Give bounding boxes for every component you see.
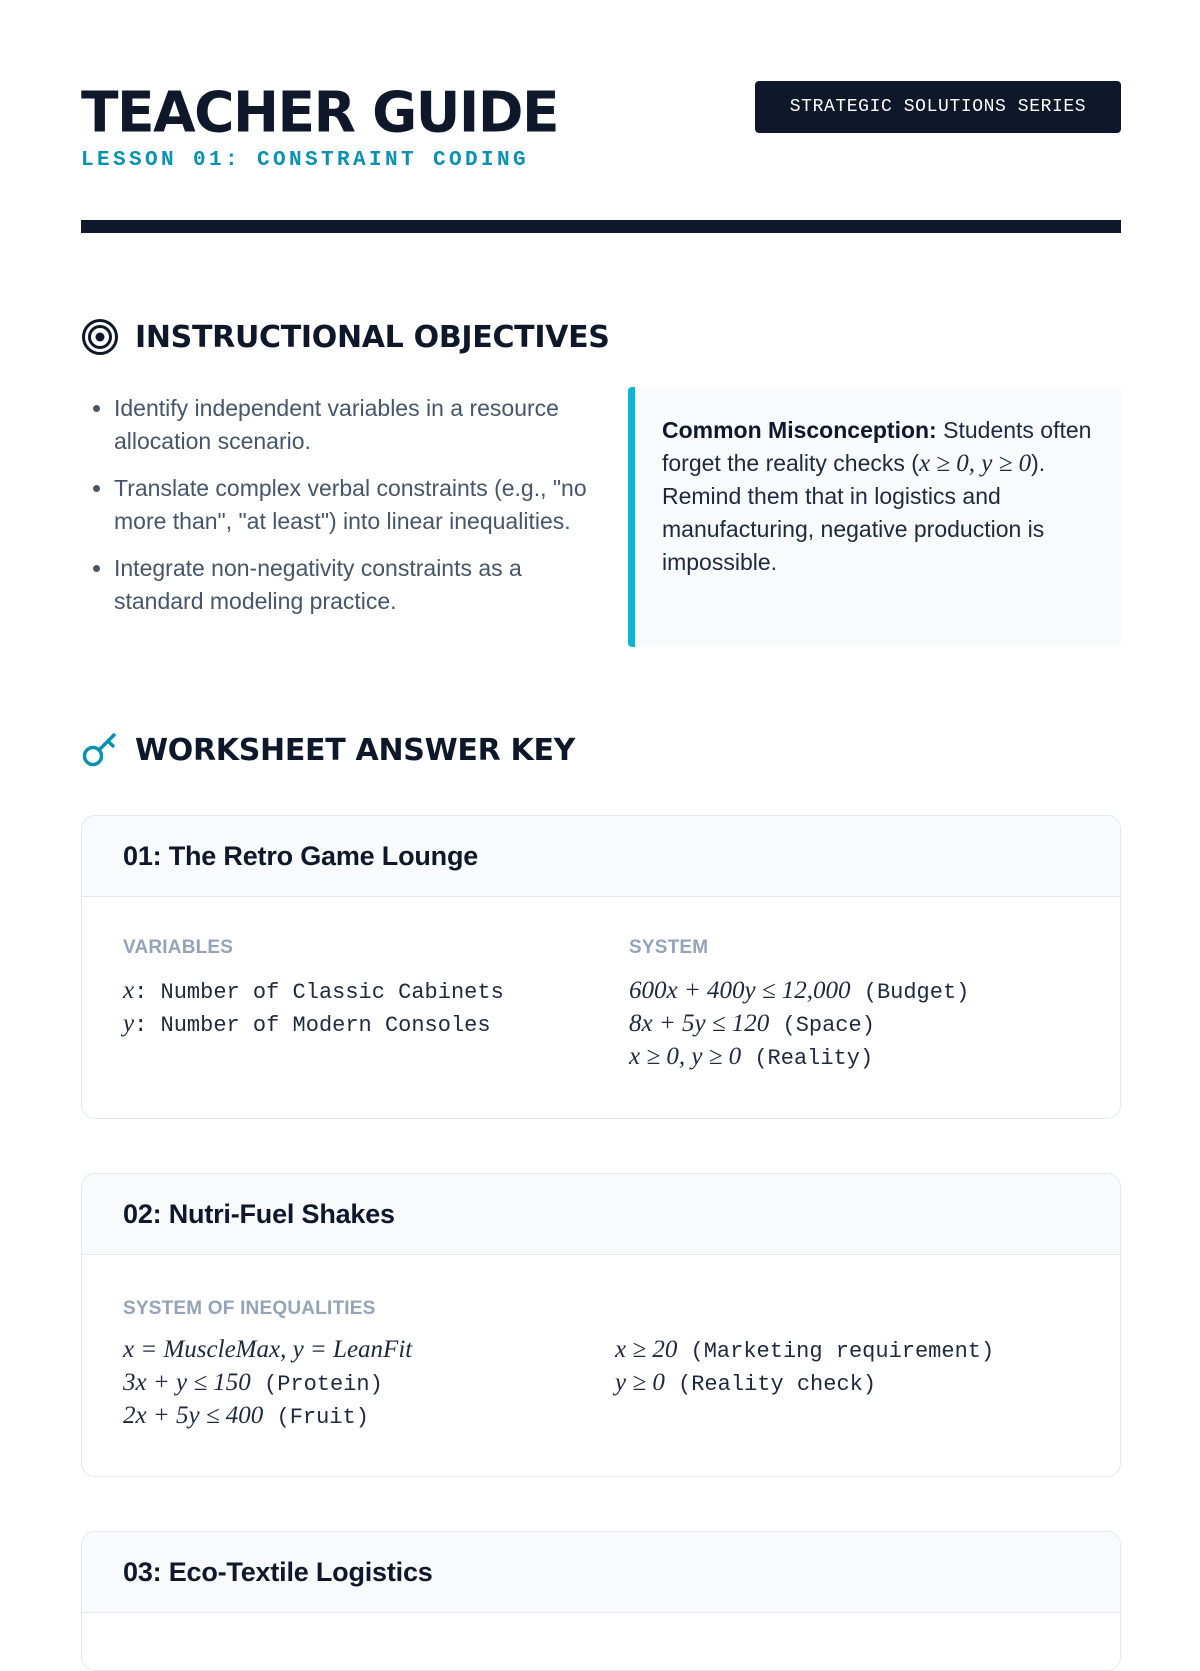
variable-line: y: Number of Modern Consoles <box>123 1010 491 1038</box>
inequality-line: x ≥ 0, y ≥ 0 (Reality) <box>629 1043 874 1071</box>
variable-line: x: Number of Classic Cabinets <box>123 977 504 1005</box>
system-label: SYSTEM OF INEQUALITIES <box>123 1298 376 1319</box>
problem-card-2 <box>81 1173 1121 1477</box>
inequality-line: 3x + y ≤ 150 (Protein) <box>123 1369 383 1397</box>
variables-label: VARIABLES <box>123 937 234 958</box>
target-icon <box>81 318 119 356</box>
header-divider <box>81 220 1121 233</box>
misconception-callout <box>628 387 1121 647</box>
list-item: • Identify independent variables in a resource allocation scenario. <box>114 392 614 458</box>
misconception-label: Common Misconception: <box>662 417 937 443</box>
inequality-line: 2x + 5y ≤ 400 (Fruit) <box>123 1402 369 1430</box>
teacher-guide-page <box>81 0 1121 1587</box>
system-label: SYSTEM <box>629 937 709 958</box>
inequality-line: 8x + 5y ≤ 120 (Space) <box>629 1010 875 1038</box>
page-title: TEACHER GUIDE <box>81 79 559 145</box>
key-icon <box>81 731 119 769</box>
problem-title: 03: Eco-Textile Logistics <box>123 1556 433 1587</box>
objectives-heading-row <box>81 318 610 356</box>
list-item: • Translate complex verbal constraints (e.g., "no more than", "at least") into linear inequalities. <box>114 472 614 538</box>
inequality-line: x = MuscleMax, y = LeanFit <box>123 1336 413 1363</box>
lesson-subtitle: LESSON 01: CONSTRAINT CODING <box>81 149 530 172</box>
problem-title: 02: Nutri-Fuel Shakes <box>123 1198 395 1229</box>
answer-key-heading: WORKSHEET ANSWER KEY <box>135 732 576 768</box>
inequality-line: x ≥ 20 (Marketing requirement) <box>615 1336 995 1364</box>
misconception-text-before: Students often forget the reality checks ( <box>662 417 1092 476</box>
inequality-line: y ≥ 0 (Reality check) <box>615 1369 877 1397</box>
problem-card-1 <box>81 815 1121 1119</box>
problem-card-header <box>82 816 1120 897</box>
list-item: • Integrate non-negativity constraints as a standard modeling practice. <box>114 552 614 618</box>
page-header <box>81 0 1121 234</box>
answer-key-heading-row <box>81 731 575 769</box>
misconception-math: x ≥ 0, y ≥ 0 <box>918 450 1032 477</box>
problem-card-header <box>82 1174 1120 1255</box>
series-badge: STRATEGIC SOLUTIONS SERIES <box>755 81 1121 133</box>
objectives-list <box>81 392 614 632</box>
problem-card-3 <box>81 1531 1121 1671</box>
problem-title: 01: The Retro Game Lounge <box>123 840 479 871</box>
problem-card-header <box>82 1532 1120 1613</box>
misconception-text-after: ). Remind them that in logistics and manufacturing, negative production is impossible. <box>662 450 1046 575</box>
objectives-heading: INSTRUCTIONAL OBJECTIVES <box>135 319 610 355</box>
inequality-line: 600x + 400y ≤ 12,000 (Budget) <box>629 977 970 1005</box>
